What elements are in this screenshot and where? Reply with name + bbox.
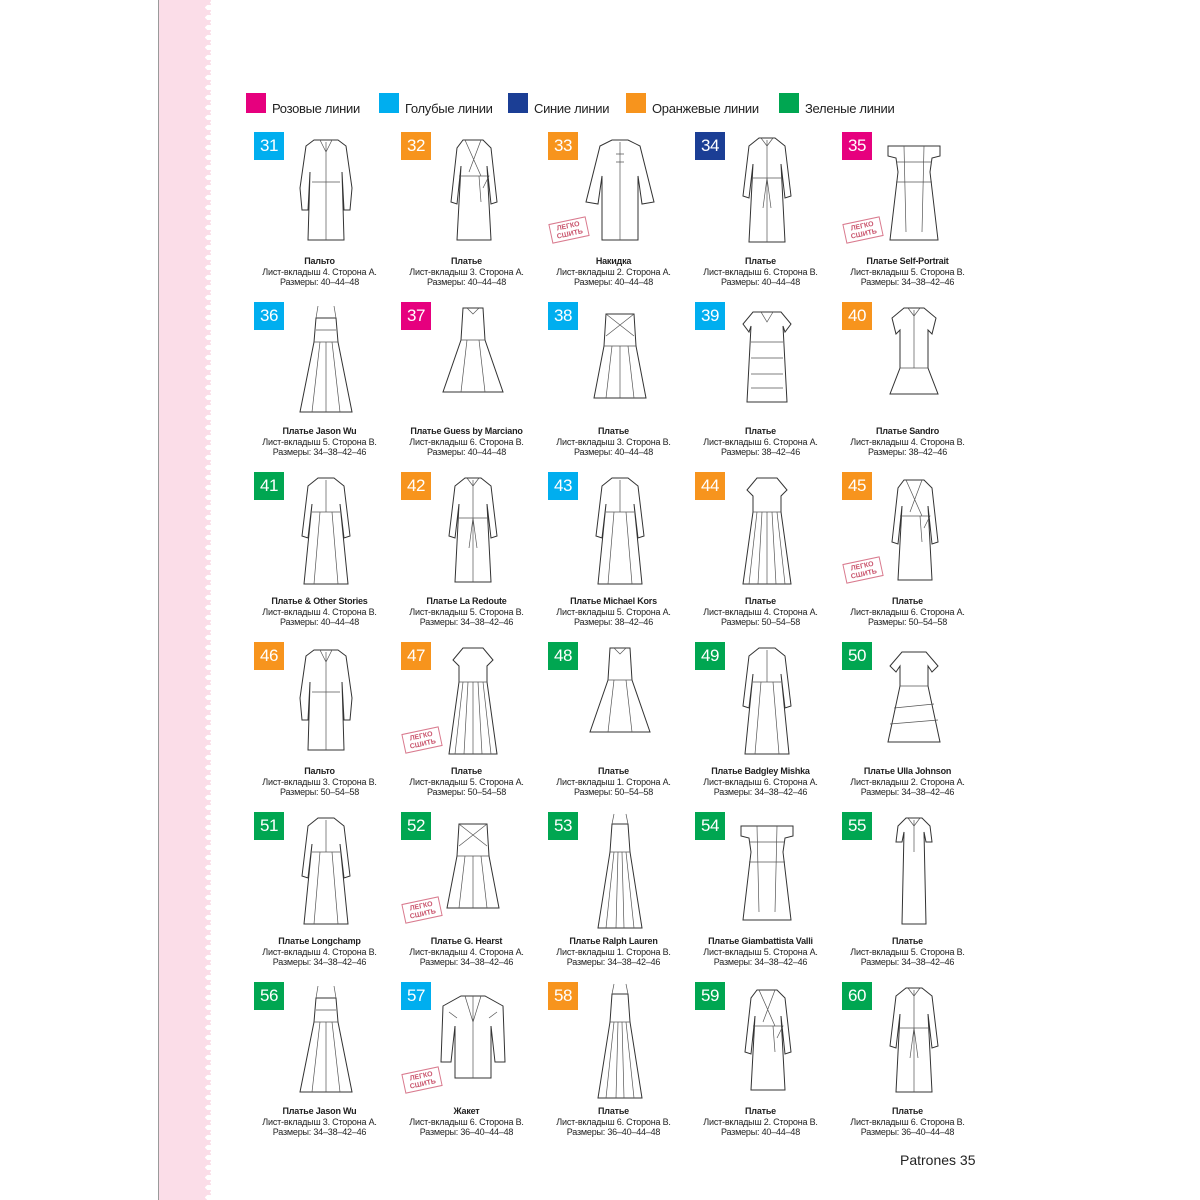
pattern-card	[246, 810, 393, 980]
pattern-title: Платье	[598, 426, 629, 436]
pattern-sizes: Размеры: 50–54–58	[720, 617, 801, 627]
page-footer: Patrones 35	[900, 1152, 976, 1168]
pattern-number-badge: 48	[548, 642, 578, 670]
pattern-number-badge: 46	[254, 642, 284, 670]
pattern-caption	[383, 1106, 550, 1138]
garment-sketch	[286, 472, 366, 590]
easy-sew-stamp: ЛЕГКО СШИТЬ	[401, 896, 442, 923]
pattern-title: Платье Self-Portrait	[866, 256, 949, 266]
pattern-sheet: Лист-вкладыш 5. Сторона В.	[409, 606, 524, 617]
pattern-number-badge: 33	[548, 132, 578, 160]
legend-swatch	[779, 93, 799, 113]
pattern-sizes: Размеры: 34–38–42–46	[713, 957, 808, 967]
pattern-sheet: Лист-вкладыш 5. Сторона А.	[703, 946, 818, 957]
garment-sketch	[874, 642, 954, 760]
garment-sketch	[286, 642, 366, 760]
pattern-sheet: Лист-вкладыш 6. Сторона В.	[409, 1116, 524, 1127]
pattern-card	[540, 470, 687, 640]
pattern-sizes: Размеры: 34–38–42–46	[860, 957, 955, 967]
pattern-number-badge: 45	[842, 472, 872, 500]
garment-sketch	[580, 132, 660, 250]
pattern-title: Платье La Redoute	[426, 596, 507, 606]
easy-sew-stamp: ЛЕГКО СШИТЬ	[842, 216, 883, 243]
pattern-number-badge: 50	[842, 642, 872, 670]
pattern-sheet: Лист-вкладыш 5. Сторона В.	[850, 946, 965, 957]
pattern-number-badge: 58	[548, 982, 578, 1010]
pattern-caption	[530, 596, 697, 628]
legend-label: Синие линии	[534, 101, 610, 116]
pattern-number-badge: 47	[401, 642, 431, 670]
pattern-title: Платье	[892, 596, 923, 606]
pattern-sheet: Лист-вкладыш 6. Сторона В.	[409, 436, 524, 447]
pattern-caption	[677, 256, 844, 288]
pattern-sizes: Размеры: 36–40–44–48	[566, 1127, 661, 1137]
garment-sketch	[727, 472, 807, 590]
pattern-caption	[383, 256, 550, 288]
pattern-sheet: Лист-вкладыш 4. Сторона В.	[262, 606, 377, 617]
pattern-card	[540, 300, 687, 470]
pattern-sheet: Лист-вкладыш 5. Сторона В.	[262, 436, 377, 447]
pattern-sizes: Размеры: 34–38–42–46	[419, 957, 514, 967]
pattern-caption	[530, 766, 697, 798]
pattern-caption	[530, 256, 697, 288]
pattern-sizes: Размеры: 34–38–42–46	[272, 447, 367, 457]
pattern-card	[834, 640, 981, 810]
pattern-card	[540, 640, 687, 810]
pattern-number-badge: 49	[695, 642, 725, 670]
legend-label: Голубые линии	[405, 101, 493, 116]
pattern-title: Платье Ulla Johnson	[863, 766, 952, 776]
pattern-sizes: Размеры: 50–54–58	[426, 787, 507, 797]
pattern-caption	[824, 766, 991, 798]
pattern-sheet: Лист-вкладыш 3. Сторона А.	[409, 266, 524, 277]
garment-sketch	[874, 132, 954, 250]
garment-sketch	[727, 302, 807, 420]
garment-sketch	[727, 812, 807, 930]
pattern-title: Платье	[892, 1106, 923, 1116]
pattern-caption	[530, 1106, 697, 1138]
pattern-card	[687, 130, 834, 300]
pattern-card	[687, 640, 834, 810]
garment-sketch	[433, 642, 513, 760]
pattern-title: Платье	[451, 256, 482, 266]
garment-sketch	[580, 642, 660, 760]
pattern-number-badge: 35	[842, 132, 872, 160]
pattern-number-badge: 34	[695, 132, 725, 160]
pattern-card	[687, 810, 834, 980]
pattern-caption	[824, 596, 991, 628]
pattern-caption	[530, 426, 697, 458]
pattern-sheet: Лист-вкладыш 6. Сторона В.	[556, 1116, 671, 1127]
pattern-number-badge: 42	[401, 472, 431, 500]
pattern-sizes: Размеры: 34–38–42–46	[272, 1127, 367, 1137]
pattern-sizes: Размеры: 40–44–48	[279, 277, 360, 287]
garment-sketch	[433, 812, 513, 930]
pattern-title: Платье Badgley Mishka	[711, 766, 810, 776]
garment-sketch	[727, 642, 807, 760]
garment-sketch	[580, 302, 660, 420]
pattern-card	[687, 470, 834, 640]
pattern-sheet: Лист-вкладыш 4. Сторона В.	[262, 946, 377, 957]
pattern-sizes: Размеры: 38–42–46	[867, 447, 948, 457]
pattern-sheet: Лист-вкладыш 4. Сторона А.	[409, 946, 524, 957]
garment-sketch	[580, 982, 660, 1100]
pattern-title: Платье	[745, 256, 776, 266]
garment-sketch	[727, 132, 807, 250]
pattern-title: Платье	[745, 1106, 776, 1116]
pattern-title: Накидка	[595, 256, 632, 266]
garment-sketch	[874, 302, 954, 420]
pattern-title: Платье & Other Stories	[271, 596, 368, 606]
pattern-card	[834, 810, 981, 980]
pattern-card	[246, 980, 393, 1150]
pattern-title: Платье Giambattista Valli	[708, 936, 813, 946]
pattern-grid	[246, 130, 986, 1140]
pattern-caption	[677, 936, 844, 968]
garment-sketch	[874, 472, 954, 590]
pattern-card	[393, 980, 540, 1150]
pattern-title: Пальто	[304, 766, 335, 776]
pattern-caption	[236, 766, 403, 798]
pattern-title: Платье Jason Wu	[282, 1106, 357, 1116]
garment-sketch	[433, 132, 513, 250]
pattern-card	[246, 640, 393, 810]
pattern-sizes: Размеры: 34–38–42–46	[860, 277, 955, 287]
pattern-sizes: Размеры: 34–38–42–46	[419, 617, 514, 627]
garment-sketch	[874, 812, 954, 930]
pattern-caption	[677, 426, 844, 458]
pattern-sheet: Лист-вкладыш 5. Сторона В.	[850, 266, 965, 277]
easy-sew-stamp: ЛЕГКО СШИТЬ	[401, 726, 442, 753]
pattern-number-badge: 37	[401, 302, 431, 330]
pattern-number-badge: 43	[548, 472, 578, 500]
easy-sew-stamp: ЛЕГКО СШИТЬ	[401, 1066, 442, 1093]
pattern-sizes: Размеры: 40–44–48	[573, 447, 654, 457]
pattern-title: Пальто	[304, 256, 335, 266]
pattern-title: Платье Jason Wu	[282, 426, 357, 436]
pattern-title: Платье	[598, 766, 629, 776]
legend-label: Розовые линии	[272, 101, 360, 116]
pattern-sheet: Лист-вкладыш 6. Сторона В.	[850, 1116, 965, 1127]
pattern-sizes: Размеры: 36–40–44–48	[419, 1127, 514, 1137]
pattern-number-badge: 57	[401, 982, 431, 1010]
pattern-title: Платье	[892, 936, 923, 946]
garment-sketch	[286, 132, 366, 250]
garment-sketch	[433, 472, 513, 590]
easy-sew-stamp: ЛЕГКО СШИТЬ	[842, 556, 883, 583]
garment-sketch	[286, 982, 366, 1100]
pattern-number-badge: 41	[254, 472, 284, 500]
pattern-caption	[236, 426, 403, 458]
pattern-sizes: Размеры: 50–54–58	[279, 787, 360, 797]
pattern-sheet: Лист-вкладыш 1. Сторона В.	[556, 946, 671, 957]
pattern-caption	[824, 256, 991, 288]
pattern-number-badge: 55	[842, 812, 872, 840]
pattern-sizes: Размеры: 34–38–42–46	[860, 787, 955, 797]
pattern-number-badge: 31	[254, 132, 284, 160]
pattern-title: Жакет	[453, 1106, 480, 1116]
legend-label: Зеленые линии	[805, 101, 895, 116]
pattern-sizes: Размеры: 50–54–58	[867, 617, 948, 627]
pattern-card	[246, 470, 393, 640]
pattern-sheet: Лист-вкладыш 6. Сторона В.	[703, 266, 818, 277]
pattern-card	[834, 980, 981, 1150]
pattern-title: Платье Ralph Lauren	[569, 936, 658, 946]
pattern-title: Платье Michael Kors	[570, 596, 657, 606]
pattern-sizes: Размеры: 34–38–42–46	[713, 787, 808, 797]
decorative-strip	[159, 0, 203, 1200]
pattern-sheet: Лист-вкладыш 5. Сторона А.	[556, 606, 671, 617]
pattern-caption	[236, 596, 403, 628]
pattern-number-badge: 52	[401, 812, 431, 840]
pattern-sizes: Размеры: 36–40–44–48	[860, 1127, 955, 1137]
pattern-caption	[236, 1106, 403, 1138]
pattern-sheet: Лист-вкладыш 6. Сторона А.	[703, 436, 818, 447]
pattern-card	[540, 980, 687, 1150]
pattern-card	[393, 300, 540, 470]
pattern-sizes: Размеры: 40–44–48	[573, 277, 654, 287]
pattern-number-badge: 36	[254, 302, 284, 330]
pattern-card	[393, 810, 540, 980]
pattern-card	[246, 300, 393, 470]
garment-sketch	[433, 982, 513, 1100]
pattern-sheet: Лист-вкладыш 6. Сторона А.	[703, 776, 818, 787]
pattern-sheet: Лист-вкладыш 2. Сторона А.	[556, 266, 671, 277]
pattern-sizes: Размеры: 38–42–46	[720, 447, 801, 457]
garment-sketch	[580, 472, 660, 590]
pattern-title: Платье Sandro	[875, 426, 940, 436]
color-legend	[246, 93, 946, 119]
easy-sew-stamp: ЛЕГКО СШИТЬ	[548, 216, 589, 243]
pattern-sizes: Размеры: 40–44–48	[279, 617, 360, 627]
pattern-sizes: Размеры: 34–38–42–46	[566, 957, 661, 967]
garment-sketch	[286, 812, 366, 930]
pattern-caption	[383, 766, 550, 798]
pattern-card	[834, 470, 981, 640]
pattern-caption	[677, 596, 844, 628]
legend-swatch	[246, 93, 266, 113]
pattern-card	[246, 130, 393, 300]
pattern-caption	[383, 936, 550, 968]
garment-sketch	[286, 302, 366, 420]
garment-sketch	[433, 302, 513, 420]
pattern-caption	[677, 1106, 844, 1138]
pattern-card	[834, 130, 981, 300]
pattern-title: Платье	[598, 1106, 629, 1116]
pattern-card	[834, 300, 981, 470]
pattern-sheet: Лист-вкладыш 2. Сторона А.	[850, 776, 965, 787]
pattern-caption	[530, 936, 697, 968]
pattern-title: Платье Longchamp	[278, 936, 361, 946]
garment-sketch	[727, 982, 807, 1100]
pattern-sizes: Размеры: 40–44–48	[426, 277, 507, 287]
legend-swatch	[626, 93, 646, 113]
garment-sketch	[874, 982, 954, 1100]
pattern-sheet: Лист-вкладыш 3. Сторона А.	[262, 1116, 377, 1127]
pattern-sheet: Лист-вкладыш 4. Сторона В.	[850, 436, 965, 447]
legend-label: Оранжевые линии	[652, 101, 759, 116]
pattern-number-badge: 39	[695, 302, 725, 330]
pattern-sheet: Лист-вкладыш 2. Сторона В.	[703, 1116, 818, 1127]
pattern-caption	[236, 256, 403, 288]
pattern-sizes: Размеры: 40–44–48	[720, 277, 801, 287]
pattern-card	[393, 640, 540, 810]
pattern-title: Платье	[745, 596, 776, 606]
pattern-number-badge: 54	[695, 812, 725, 840]
pattern-sheet: Лист-вкладыш 4. Сторона А.	[703, 606, 818, 617]
pattern-number-badge: 32	[401, 132, 431, 160]
pattern-sizes: Размеры: 34–38–42–46	[272, 957, 367, 967]
pattern-number-badge: 38	[548, 302, 578, 330]
pattern-number-badge: 40	[842, 302, 872, 330]
pattern-number-badge: 59	[695, 982, 725, 1010]
legend-swatch	[379, 93, 399, 113]
pattern-sheet: Лист-вкладыш 3. Сторона В.	[262, 776, 377, 787]
pattern-card	[687, 300, 834, 470]
pattern-number-badge: 44	[695, 472, 725, 500]
legend-swatch	[508, 93, 528, 113]
pattern-number-badge: 56	[254, 982, 284, 1010]
garment-sketch	[580, 812, 660, 930]
pattern-sheet: Лист-вкладыш 6. Сторона А.	[850, 606, 965, 617]
pattern-title: Платье	[451, 766, 482, 776]
pattern-number-badge: 51	[254, 812, 284, 840]
pattern-card	[393, 130, 540, 300]
pattern-number-badge: 60	[842, 982, 872, 1010]
pattern-sizes: Размеры: 40–44–48	[720, 1127, 801, 1137]
pattern-sheet: Лист-вкладыш 3. Сторона В.	[556, 436, 671, 447]
pattern-card	[393, 470, 540, 640]
pattern-sheet: Лист-вкладыш 1. Сторона А.	[556, 776, 671, 787]
pattern-card	[687, 980, 834, 1150]
pattern-title: Платье	[745, 426, 776, 436]
pattern-caption	[824, 426, 991, 458]
pattern-caption	[824, 1106, 991, 1138]
pattern-caption	[824, 936, 991, 968]
pattern-sizes: Размеры: 50–54–58	[573, 787, 654, 797]
pattern-sheet: Лист-вкладыш 5. Сторона А.	[409, 776, 524, 787]
pattern-sizes: Размеры: 40–44–48	[426, 447, 507, 457]
pattern-title: Платье G. Hearst	[430, 936, 503, 946]
pattern-card	[540, 130, 687, 300]
pattern-sheet: Лист-вкладыш 4. Сторона А.	[262, 266, 377, 277]
pattern-title: Платье Guess by Marciano	[410, 426, 523, 436]
pattern-caption	[677, 766, 844, 798]
pattern-card	[540, 810, 687, 980]
pattern-sizes: Размеры: 38–42–46	[573, 617, 654, 627]
pattern-caption	[383, 596, 550, 628]
pattern-caption	[383, 426, 550, 458]
pattern-number-badge: 53	[548, 812, 578, 840]
pattern-caption	[236, 936, 403, 968]
